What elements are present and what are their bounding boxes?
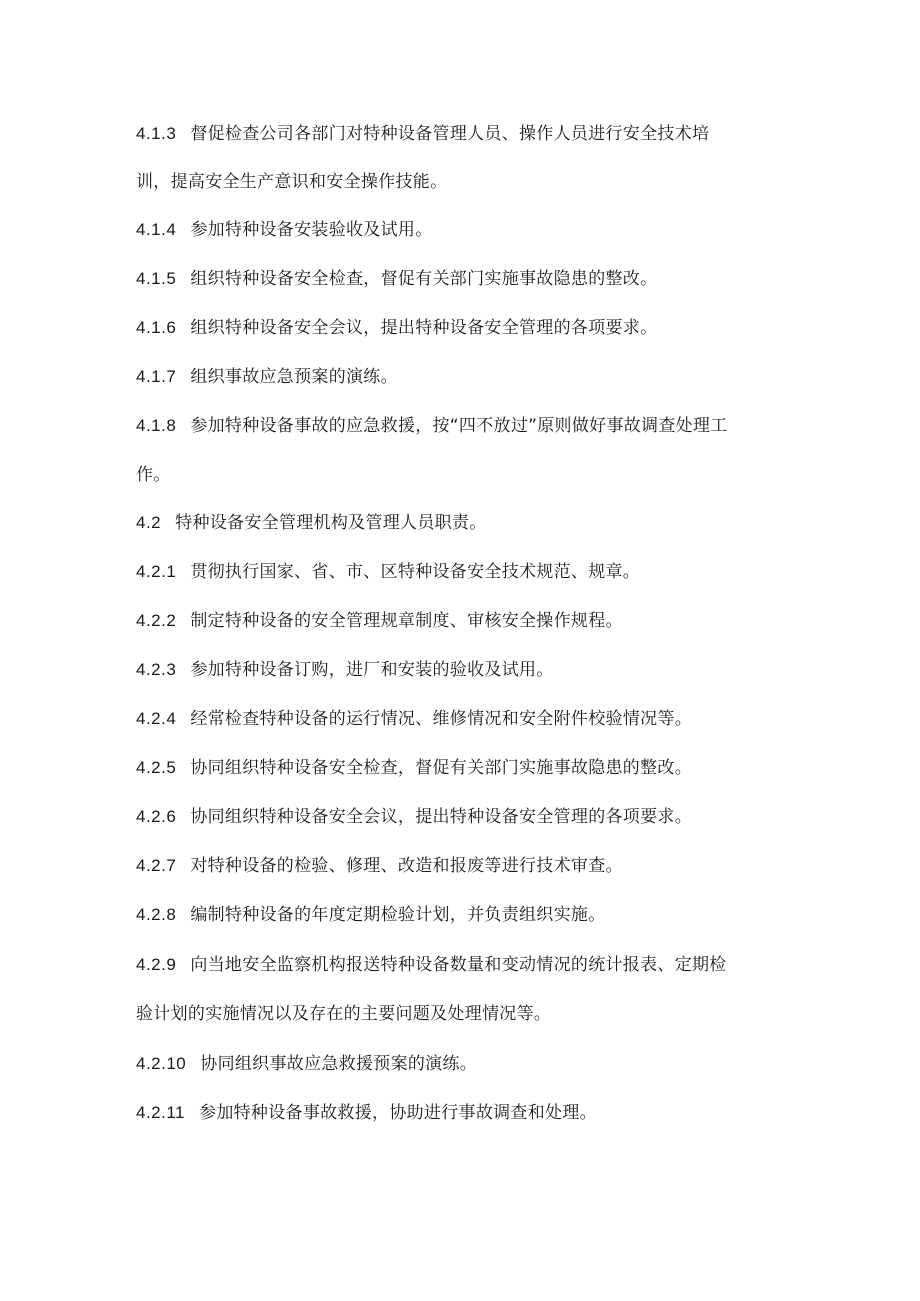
clause-number: 4.1.7 xyxy=(136,367,177,386)
clause-text: 参加特种设备订购，进厂和安装的验收及试用。 xyxy=(190,660,554,680)
clause-text: 协同组织特种设备安全检查，督促有关部门实施事故隐患的整改。 xyxy=(190,758,693,778)
clause-4-2-9-continuation: 验计划的实施情况以及存在的主要问题及处理情况等。 xyxy=(136,1004,552,1024)
clause-number: 4.2.6 xyxy=(136,807,177,826)
clause-number: 4.1.4 xyxy=(136,220,177,239)
clause-4-1-8 xyxy=(136,414,728,438)
clause-4-2-2 xyxy=(136,609,623,633)
clause-4-1-3-continuation: 训，提高安全生产意识和安全操作技能。 xyxy=(136,172,448,192)
clause-4-2-6 xyxy=(136,805,692,829)
clause-number: 4.2.4 xyxy=(136,709,177,728)
clause-text: 组织特种设备安全会议，提出特种设备安全管理的各项要求。 xyxy=(190,318,658,338)
clause-4-2-10 xyxy=(136,1052,477,1076)
clause-text: 编制特种设备的年度定期检验计划，并负责组织实施。 xyxy=(190,905,606,925)
clause-text: 协同组织特种设备安全会议，提出特种设备安全管理的各项要求。 xyxy=(190,807,693,827)
clause-number: 4.2.3 xyxy=(136,660,177,679)
clause-text: 对特种设备的检验、修理、改造和报废等进行技术审查。 xyxy=(190,856,623,876)
clause-text: 贯彻执行国家、省、市、区特种设备安全技术规范、规章。 xyxy=(190,562,641,582)
clause-number: 4.2.11 xyxy=(136,1103,186,1122)
section-4-2 xyxy=(136,511,487,535)
clause-number: 4.2 xyxy=(136,513,162,532)
clause-4-2-3 xyxy=(136,658,554,682)
clause-4-1-4 xyxy=(136,218,433,242)
clause-4-1-5 xyxy=(136,267,657,291)
clause-4-2-8 xyxy=(136,903,606,927)
clause-text: 参加特种设备安装验收及试用。 xyxy=(190,220,433,240)
clause-4-1-8-continuation: 作。 xyxy=(136,465,171,485)
clause-number: 4.2.1 xyxy=(136,562,177,581)
clause-4-2-11 xyxy=(136,1101,597,1125)
clause-text: 参加特种设备事故的应急救援，按“四不放过”原则做好事故调查处理工 xyxy=(190,416,728,436)
clause-text: 向当地安全监察机构报送特种设备数量和变动情况的统计报表、定期检 xyxy=(190,955,727,975)
clause-number: 4.1.3 xyxy=(136,124,177,143)
clause-text: 协同组织事故应急救援预案的演练。 xyxy=(200,1054,478,1074)
clause-text: 参加特种设备事故救援，协助进行事故调查和处理。 xyxy=(199,1103,597,1123)
clause-4-1-7 xyxy=(136,365,398,389)
clause-number: 4.2.10 xyxy=(136,1054,187,1073)
clause-number: 4.2.2 xyxy=(136,611,177,630)
clause-text: 制定特种设备的安全管理规章制度、审核安全操作规程。 xyxy=(190,611,623,631)
clause-text: 特种设备安全管理机构及管理人员职责。 xyxy=(175,513,487,533)
clause-4-1-6 xyxy=(136,316,657,340)
clause-number: 4.2.8 xyxy=(136,905,177,924)
clause-number: 4.1.5 xyxy=(136,269,177,288)
clause-number: 4.1.8 xyxy=(136,416,177,435)
clause-4-2-9 xyxy=(136,953,727,977)
clause-text: 组织特种设备安全检查，督促有关部门实施事故隐患的整改。 xyxy=(190,269,658,289)
clause-text: 经常检查特种设备的运行情况、维修情况和安全附件校验情况等。 xyxy=(190,709,693,729)
clause-4-1-3 xyxy=(136,122,709,146)
clause-4-2-7 xyxy=(136,854,623,878)
clause-number: 4.2.7 xyxy=(136,856,177,875)
clause-4-2-4 xyxy=(136,707,692,731)
clause-text: 组织事故应急预案的演练。 xyxy=(190,367,398,387)
clause-number: 4.1.6 xyxy=(136,318,177,337)
clause-text: 督促检查公司各部门对特种设备管理人员、操作人员进行安全技术培 xyxy=(190,124,710,144)
clause-number: 4.2.5 xyxy=(136,758,177,777)
clause-4-2-5 xyxy=(136,756,692,780)
clause-4-2-1 xyxy=(136,560,640,584)
clause-number: 4.2.9 xyxy=(136,955,177,974)
